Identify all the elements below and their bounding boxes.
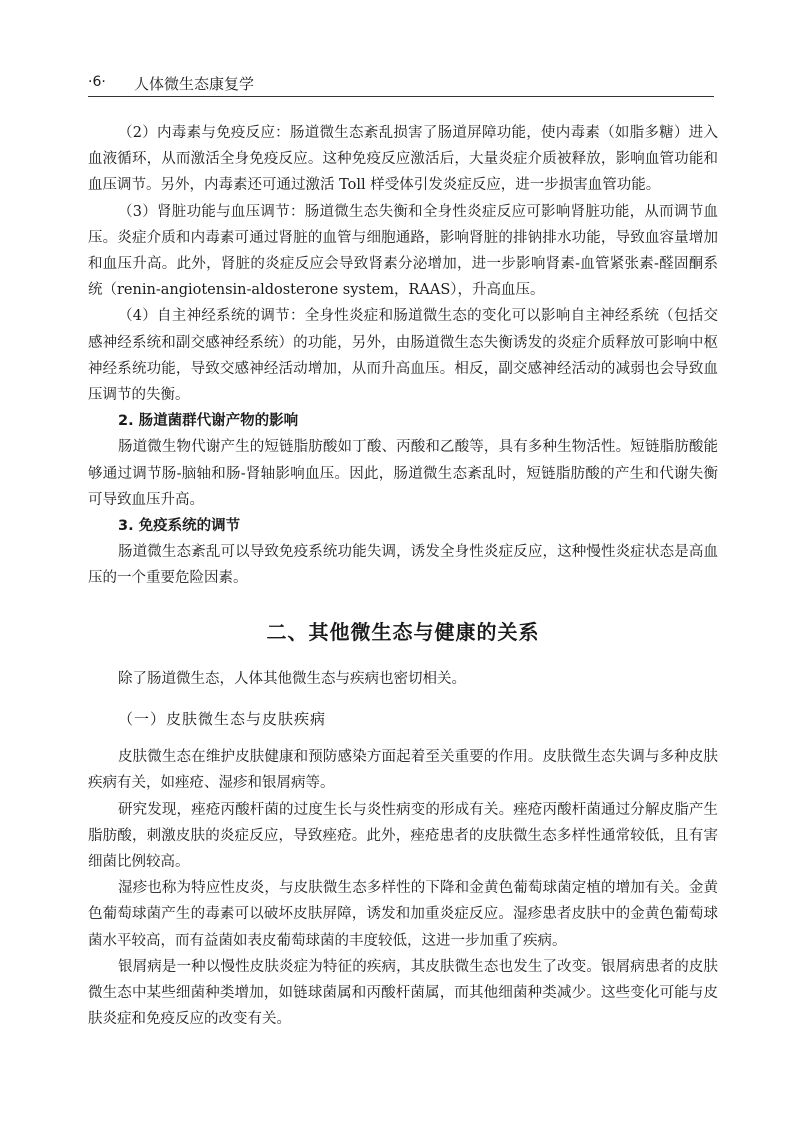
- paragraph-skin-4: 银屑病是一种以慢性皮肤炎症为特征的疾病，其皮肤微生态也发生了改变。银屑病患者的皮肤微生态中某些细菌种类增加，如链球菌属和丙酸杆菌属，而其他细菌种类减少。这些变化可能与皮肤炎症和免疫反应的改变有关。: [88, 958, 718, 1028]
- paragraph-autonomic: （4）自主神经系统的调节：全身性炎症和肠道微生态的变化可以影响自主神经系统（包括交感神经系统和副交感神经系统）的功能，另外，由肠道微生态失衡诱发的炎症介质释放可影响中枢神经系统功能，导致交感神经活动增加，从而升高血压。相反，副交感神经活动的减弱也会导致血压调节的失衡。: [88, 308, 718, 404]
- section-title: 二、其他微生态与健康的关系: [266, 620, 540, 644]
- subsection-title: （一）皮肤微生态与皮肤疾病: [118, 710, 327, 729]
- page-number: ·6·: [88, 74, 106, 90]
- section-intro: 除了肠道微生态，人体其他微生态与疾病也密切相关。: [118, 671, 466, 687]
- paragraph-skin-1: 皮肤微生态在维护皮肤健康和预防感染方面起着至关重要的作用。皮肤微生态失调与多种皮肤疾病有关，如痤疮、湿疹和银屑病等。: [88, 749, 718, 792]
- book-title: 人体微生态康复学: [134, 75, 255, 93]
- paragraph-immune: 肠道微生态紊乱可以导致免疫系统功能失调，诱发全身性炎症反应，这种慢性炎症状态是高血压的一个重要危险因素。: [88, 544, 718, 587]
- paragraph-skin-3: 湿疹也称为特应性皮炎，与皮肤微生态多样性的下降和金黄色葡萄球菌定植的增加有关。金黄色葡萄球菌产生的毒素可以破坏皮肤屏障，诱发和加重炎症反应。湿疹患者皮肤中的金黄色葡萄球菌水平较高，而有益菌如表皮葡萄球菌的丰度较低，这进一步加重了疾病。: [88, 880, 718, 949]
- paragraph-endotoxin: （2）内毒素与免疫反应：肠道微生态紊乱损害了肠道屏障功能，使内毒素（如脂多糖）进入血液循环，从而激活全身免疫反应。这种免疫反应激活后，大量炎症介质被释放，影响血管功能和血压调节。另外，内毒素还可通过激活 Toll 样受体引发炎症反应，进一步损害血管功能。: [88, 125, 718, 194]
- subheading-immune: 3. 免疫系统的调节: [118, 518, 241, 535]
- paragraph-skin-2: 研究发现，痤疮丙酸杆菌的过度生长与炎性病变的形成有关。痤疮丙酸杆菌通过分解皮脂产生脂肪酸，刺激皮肤的炎症反应，导致痤疮。此外，痤疮患者的皮肤微生态多样性通常较低，且有害细菌比例较高。: [88, 801, 718, 871]
- lower-body: [88, 666, 718, 1032]
- paragraph-metabolites: 肠道微生物代谢产生的短链脂肪酸如丁酸、丙酸和乙酸等，具有多种生物活性。短链脂肪酸能够通过调节肠-脑轴和肠-肾轴影响血压。因此，肠道微生态紊乱时，短链脂肪酸的产生和代谢失衡可导致血压升高。: [88, 439, 718, 508]
- paragraph-kidney: （3）肾脏功能与血压调节：肠道微生态失衡和全身性炎症反应可影响肾脏功能，从而调节血压。炎症介质和内毒素可通过肾脏的血管与细胞通路，影响肾脏的排钠排水功能，导致血容量增加和血压升高。此外，肾脏的炎症反应会导致肾素分泌增加，进一步影响肾素-血管紧张素-醛固酮系统（renin-angiotensin-aldosterone system，RAAS），升高血压。: [88, 203, 718, 299]
- subheading-metabolites: 2. 肠道菌群代谢产物的影响: [118, 413, 299, 430]
- upper-body: [88, 120, 718, 592]
- running-header: [88, 68, 714, 97]
